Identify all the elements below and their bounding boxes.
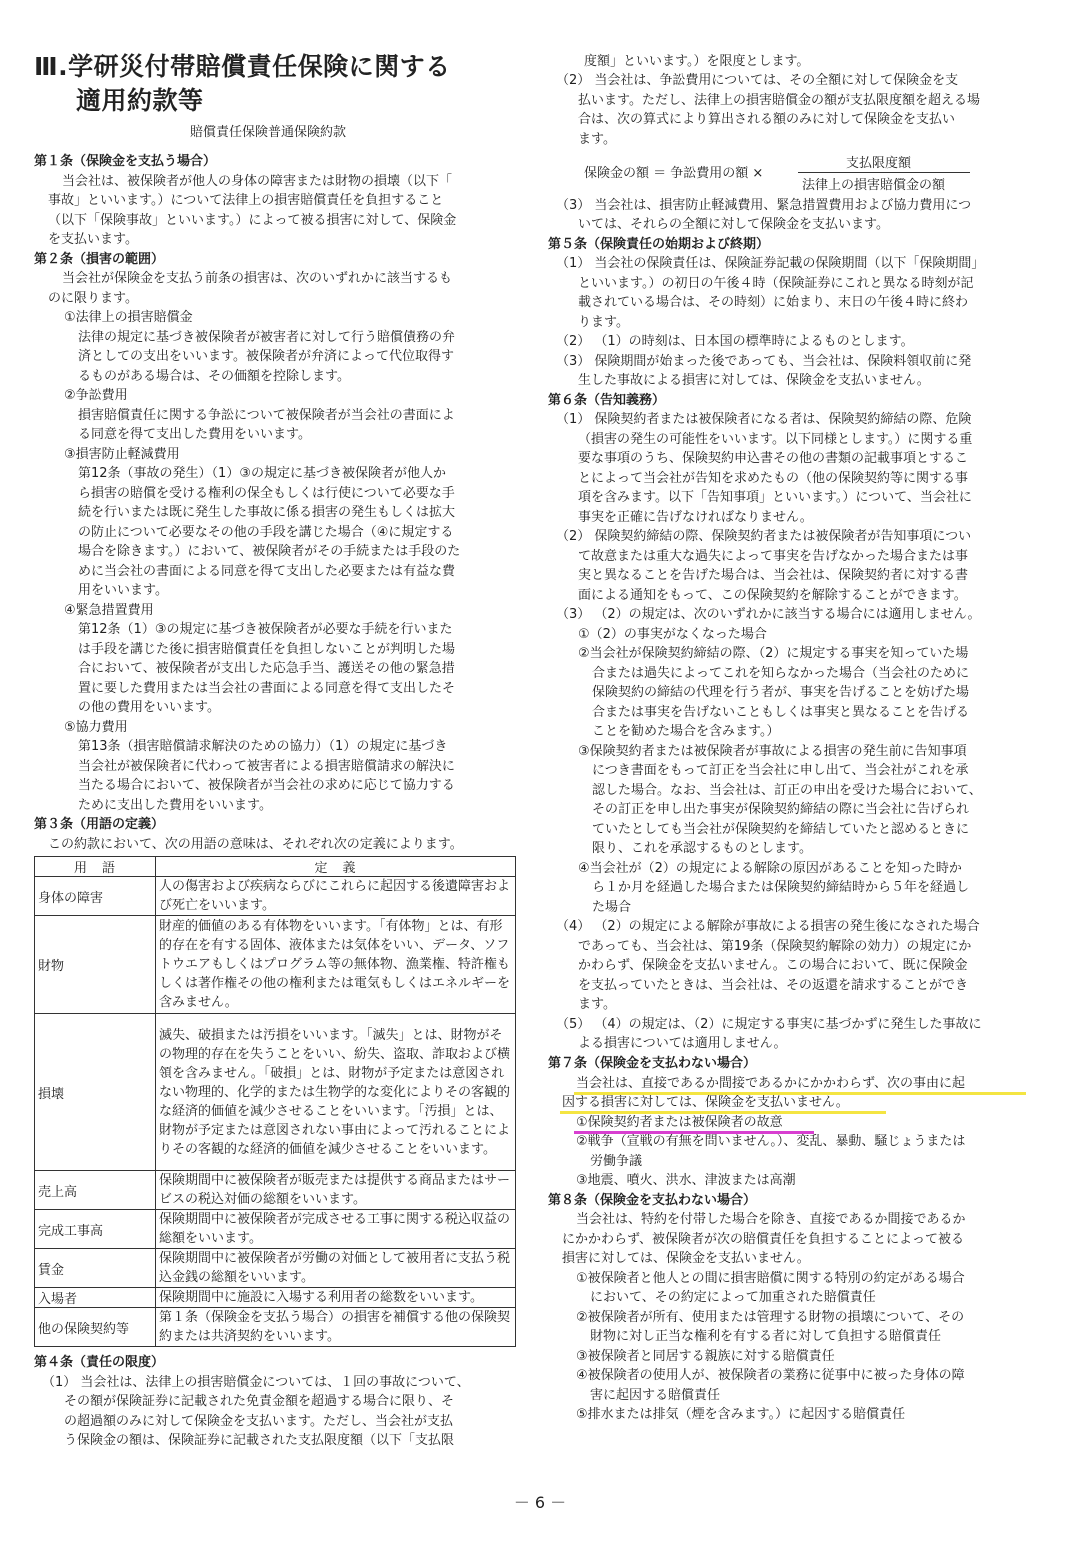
- text-line: ②被保険者が所有、使用または管理する財物の損壊について、その: [576, 1310, 965, 1325]
- text-line: （3） （2）の規定は、次のいずれかに該当する場合には適用しません。: [556, 607, 981, 622]
- formula-lhs: 保険金の額 ＝ 争訟費用の額 ×: [584, 166, 764, 181]
- text-line: （4） （2）の規定による解除が事故による損害の発生後になされた場合: [556, 919, 980, 934]
- text-line: 続を行いまたは既に発生した事故に係る損害の発生もしくは拡大: [78, 505, 456, 520]
- text-line: ④緊急措置費用: [64, 603, 154, 618]
- text-line: 場合を除きます。）において、被保険者がその手続または手段のた: [78, 544, 461, 559]
- highlight-underline-yellow-2: [560, 1111, 886, 1114]
- text-line: 損害賠償責任に関する争訟について被保険者が当会社の書面によ: [78, 408, 455, 423]
- text-line: いては、それらの全額に対して保険金を支払います。: [578, 217, 889, 232]
- text-line: 損害に対しては、保険金を支払いません。: [562, 1251, 810, 1266]
- text-line: 第13条（損害賠償請求解決のための協力）（1）の規定に基づき: [78, 739, 448, 754]
- text-line: の防止について必要なその他の手段を講じた場合（④に規定する: [78, 525, 454, 540]
- text-line: 合は、次の算式により算出される額のみに対して保険金を支払い: [578, 112, 956, 127]
- text-line: 限り、これを承認するものとします。: [592, 841, 812, 856]
- text-line: （3） 保険期間が始まった後であっても、当会社は、保険料領収前に発: [556, 354, 972, 369]
- text-line: た場合: [592, 900, 632, 915]
- article-heading: 第１条（保険金を支払う場合）: [34, 154, 217, 169]
- definition-cell: 保険期間中に施設に入場する利用者の総数をいいます。: [156, 1288, 516, 1308]
- text-line: ①法律上の損害賠償金: [64, 310, 193, 325]
- terms-table-row: [35, 1308, 516, 1347]
- text-line: ②当会社が保険契約締結の際、（2）に規定する事実を知っていた場: [578, 646, 969, 661]
- article-heading: 第７条（保険金を支払わない場合）: [548, 1056, 757, 1071]
- text-line: を支払います。: [48, 232, 138, 247]
- term-cell: 完成工事高: [35, 1210, 156, 1249]
- text-line: 実と異なることを告げた場合は、当会社は、保険契約者に対する書: [578, 568, 969, 583]
- terms-table-row: [35, 1288, 516, 1308]
- definition-cell: 保険期間中に被保険者が完成させる工事に関する税込収益の総額をいいます。: [156, 1210, 516, 1249]
- text-line: 当会社は、直接であるか間接であるかにかかわらず、次の事由に起: [576, 1076, 965, 1091]
- article-heading: 第６条（告知義務）: [548, 393, 666, 408]
- text-line: 因する損害に対しては、保険金を支払いません。: [562, 1095, 849, 1110]
- formula-numerator: 支払限度額: [846, 156, 912, 171]
- text-line: は手段を講じた後に損害賠償責任を負担しないことが判明した場: [78, 642, 456, 657]
- text-line: る同意を得て支出した費用をいいます。: [78, 427, 311, 442]
- term-cell: 賃金: [35, 1249, 156, 1288]
- text-line: ⑤協力費用: [64, 720, 128, 735]
- text-line: ます。: [578, 997, 616, 1012]
- term-cell: 入場者: [35, 1288, 156, 1308]
- text-line: ていたとしても当会社が保険契約を締結していたと認めるときに: [592, 822, 970, 837]
- text-line: であっても、当会社は、第19条（保険契約解除の効力）の規定にか: [578, 939, 972, 954]
- text-line: 第12条（事故の発生）（1）③の規定に基づき被保険者が他人か: [78, 466, 446, 481]
- text-line: かわらず、保険金を支払いません。この場合において、既に保険金: [578, 958, 968, 973]
- text-line: ③地震、噴火、洪水、津波または高潮: [576, 1173, 796, 1188]
- text-line: う保険金の額は、保険証券に記載された支払限度額（以下「支払限: [64, 1433, 455, 1448]
- definition-cell: 人の傷害および疾病ならびにこれらに起因する後遺障害および死亡をいいます。: [156, 877, 516, 916]
- text-line: （3） 当会社は、損害防止軽減費用、緊急措置費用および協力費用につ: [556, 198, 972, 213]
- article-heading: 第３条（用語の定義）: [34, 817, 165, 832]
- text-line: ります。: [578, 315, 629, 330]
- text-line: （以下「保険事故」といいます。）によって被る損害に対して、保険金: [48, 213, 457, 228]
- text-line: 事故」といいます。）について法律上の損害賠償責任を負担すること: [48, 193, 444, 208]
- text-line: ②争訟費用: [64, 388, 128, 403]
- text-line: ①保険契約者または被保険者の故意: [576, 1115, 783, 1130]
- text-line: （1） 保険契約者または被保険者になる者は、保険契約締結の際、危険: [556, 412, 972, 427]
- text-line: 度額」といいます。）を限度とします。: [584, 54, 810, 69]
- terms-table-row: [35, 1249, 516, 1288]
- text-line: 当会社が被保険者に代わって被害者による損害賠償請求の解決に: [78, 759, 455, 774]
- text-line: 法律の規定に基づき被保険者が被害者に対して行う賠償債務の弁: [78, 330, 456, 345]
- text-line: その訂正を申し出た事実が保険契約締結の際に当会社に告げられ: [592, 802, 970, 817]
- text-line: 合または過失によってこれを知らなかった場合（当会社のために: [592, 666, 970, 681]
- text-line: （1） 当会社は、法律上の損害賠償金については、１回の事故について、: [42, 1375, 470, 1390]
- text-line: を支払っていたときは、当会社は、その返還を請求することができ: [578, 978, 969, 993]
- terms-table: [34, 856, 516, 1347]
- highlight-underline-yellow-1: [574, 1092, 1026, 1095]
- text-line: ②戦争（宣戦の有無を問いません。）、変乱、暴動、騒じょうまたは: [576, 1134, 966, 1149]
- text-line: 財物に対し正当な権利を有する者に対して負担する賠償責任: [590, 1329, 942, 1344]
- text-line: ①被保険者と他人との間に損害賠償に関する特別の約定がある場合: [576, 1271, 965, 1286]
- terms-table-row: [35, 1210, 516, 1249]
- text-line: （2） 当会社は、争訟費用については、その全額に対して保険金を支: [556, 73, 959, 88]
- text-line: につき書面をもって訂正を当会社に申し出て、当会社がこれを承: [592, 763, 969, 778]
- definition-cell: 第１条（保険金を支払う場合）の損害を補償する他の保険契約または共済契約をいいます。: [156, 1308, 516, 1347]
- text-line: その額が保険証券に記載された免責金額を超過する場合に限り、そ: [64, 1394, 455, 1409]
- definition-cell: 滅失、破損または汚損をいいます。「滅失」とは、財物がその物理的存在を失うことをいい、紛失、盗取、詐取および横領を含みません。「破損」とは、財物が予定または意図されない物理的、化学的または生物学的な変化によりその客観的な経済的価値を減少させることをいいます。「汚損」とは、財物が予定または意図されない事由によって汚れることによりその客観的な経済的価値を減少させることをいいます。: [156, 1014, 516, 1171]
- text-line: めに当会社の書面による同意を得て支出した必要または有益な費: [78, 564, 456, 579]
- page-number: － 6 －: [513, 1493, 567, 1512]
- terms-table-row: [35, 877, 516, 916]
- text-line: 第12条（1）③の規定に基づき被保険者が必要な手続を行いまた: [78, 622, 453, 637]
- term-cell: 売上高: [35, 1171, 156, 1210]
- text-line: 労働争議: [590, 1154, 643, 1169]
- text-line: ことを勧めた場合を含みます。）: [592, 724, 780, 739]
- text-line: のに限ります。: [48, 291, 138, 306]
- term-cell: 財物: [35, 916, 156, 1014]
- text-line: るものがある場合は、その価額を控除します。: [78, 369, 350, 384]
- text-line: 用をいいます。: [78, 583, 168, 598]
- text-line: 要な事項のうち、保険契約申込書その他の書類の記載事項とするこ: [578, 451, 969, 466]
- text-line: 保険契約の締結の代理を行う者が、事実を告げることを妨げた場: [592, 685, 970, 700]
- article-heading: 第４条（責任の限度）: [34, 1355, 165, 1370]
- definition-cell: 保険期間中に被保険者が労働の対価として被用者に支払う税込金銭の総額をいいます。: [156, 1249, 516, 1288]
- text-line: ために支出した費用をいいます。: [78, 798, 272, 813]
- text-line: 害に起因する賠償責任: [590, 1388, 721, 1403]
- term-cell: 他の保険契約等: [35, 1308, 156, 1347]
- text-line: ら損害の賠償を受ける権利の保全もしくは行使について必要な手: [78, 486, 455, 501]
- terms-table-row: [35, 1014, 516, 1171]
- text-line: ③保険契約者または被保険者が事故による損害の発生前に告知事項: [578, 744, 967, 759]
- article-heading: 第２条（損害の範囲）: [34, 252, 165, 267]
- header-term: 用 語: [35, 857, 156, 877]
- text-line: 事実を正確に告げなければなりません。: [578, 510, 813, 525]
- text-line: 払います。ただし、法律上の損害賠償金の額が支払限度額を超える場: [578, 93, 980, 108]
- text-line: ら１か月を経過した場合または保険契約締結時から５年を経過し: [592, 880, 970, 895]
- text-line: 生した事故による損害に対しては、保険金を支払いません。: [578, 373, 930, 388]
- text-line: て故意または重大な過失によって事実を告げなかった場合または事: [578, 549, 969, 564]
- text-line: 当会社は、特約を付帯した場合を除き、直接であるか間接であるか: [576, 1212, 966, 1227]
- text-line: 載されている場合は、その時刻）に始まり、末日の午後４時に終わ: [578, 295, 969, 310]
- section-title-line-1: Ⅲ.学研災付帯賠償責任保険に関する: [34, 52, 451, 81]
- formula-fraction-bar: [798, 172, 970, 173]
- text-line: ④被保険者の使用人が、被保険者の業務に従事中に被った身体の障: [576, 1368, 965, 1383]
- text-line: ①（2）の事実がなくなった場合: [578, 627, 767, 642]
- text-line: ③損害防止軽減費用: [64, 447, 180, 462]
- text-line: 当たる場合において、被保険者が当会社の求めに応じて協力する: [78, 778, 455, 793]
- text-line: 認した場合。なお、当会社は、訂正の申出を受けた場合において、: [592, 783, 982, 798]
- text-line: （1） 当会社の保険責任は、保険証券記載の保険期間（以下「保険期間」: [556, 256, 985, 271]
- text-line: 合において、被保険者が支出した応急手当、護送その他の緊急措: [78, 661, 455, 676]
- article-heading: 第５条（保険責任の始期および終期）: [548, 237, 770, 252]
- text-line: 面による通知をもって、この保険契約を解除することができます。: [578, 588, 967, 603]
- text-line: 置に要した費用または当会社の書面による同意を得て支出したそ: [78, 681, 456, 696]
- text-line: ⑤排水または排気（煙を含みます。）に起因する賠償責任: [576, 1407, 906, 1422]
- text-line: 済としての支出をいいます。被保険者が弁済によって代位取得す: [78, 349, 454, 364]
- definition-cell: 財産的価値のある有体物をいいます。「有体物」とは、有形的存在を有する固体、液体または気体をいい、データ、ソフトウエアもしくはプログラム等の無体物、漁業権、特許権もしくは著作権その他の権利または電気もしくはエネルギーを含みません。: [156, 916, 516, 1014]
- text-line: の他の費用をいいます。: [78, 700, 220, 715]
- text-line: 当会社が保険金を支払う前条の損害は、次のいずれかに該当するも: [62, 271, 453, 286]
- text-line: ③被保険者と同居する親族に対する賠償責任: [576, 1349, 835, 1364]
- terms-table-row: [35, 1171, 516, 1210]
- text-line: 合または事実を告げないこともしくは事実と異なることを告げる: [592, 705, 970, 720]
- text-line: ④当会社が（2）の規定による解除の原因があることを知った時か: [578, 861, 962, 876]
- terms-table-row: [35, 916, 516, 1014]
- text-line: において、その約定によって加重された賠償責任: [590, 1290, 876, 1305]
- text-line: の超過額のみに対して保険金を支払います。ただし、当会社が支払: [64, 1414, 453, 1429]
- term-cell: 損壊: [35, 1014, 156, 1171]
- text-line: よる損害については適用しません。: [578, 1036, 787, 1051]
- text-line: （2） 保険契約締結の際、保険契約者または被保険者が告知事項につい: [556, 529, 972, 544]
- text-line: とによって当会社が告知を求めたもの（他の保険契約等に関する事: [578, 471, 969, 486]
- formula-denominator: 法律上の損害賠償金の額: [802, 178, 946, 193]
- text-line: （2） （1）の時刻は、日本国の標準時によるものとします。: [556, 334, 914, 349]
- text-line: にかかわらず、被保険者が次の賠償責任を負担することによって被る: [562, 1232, 964, 1247]
- document-subtitle: 賠償責任保険普通保険約款: [190, 125, 347, 140]
- text-line: といいます。）の初日の午後４時（保険証券にこれと異なる時刻が記: [578, 276, 974, 291]
- header-definition: 定 義: [156, 857, 516, 877]
- definition-cell: 保険期間中に被保険者が販売または提供する商品またはサービスの税込対価の総額をいいます。: [156, 1171, 516, 1210]
- text-line: （損害の発生の可能性をいいます。以下同様とします。）に関する重: [578, 432, 973, 447]
- text-line: 当会社は、被保険者が他人の身体の障害または財物の損壊（以下「: [62, 174, 453, 189]
- article-heading: 第８条（保険金を支払わない場合）: [548, 1193, 757, 1208]
- text-line: この約款において、次の用語の意味は、それぞれ次の定義によります。: [48, 837, 463, 852]
- text-line: 項を含みます。以下「告知事項」といいます。）について、当会社に: [578, 490, 972, 505]
- highlight-underline-magenta: [574, 1131, 814, 1134]
- text-line: （5） （4）の規定は、（2）に規定する事実に基づかずに発生した事故に: [556, 1017, 982, 1032]
- terms-table-header: [35, 857, 516, 877]
- text-line: ます。: [578, 132, 616, 147]
- term-cell: 身体の障害: [35, 877, 156, 916]
- section-title-line-2: 適用約款等: [76, 86, 204, 115]
